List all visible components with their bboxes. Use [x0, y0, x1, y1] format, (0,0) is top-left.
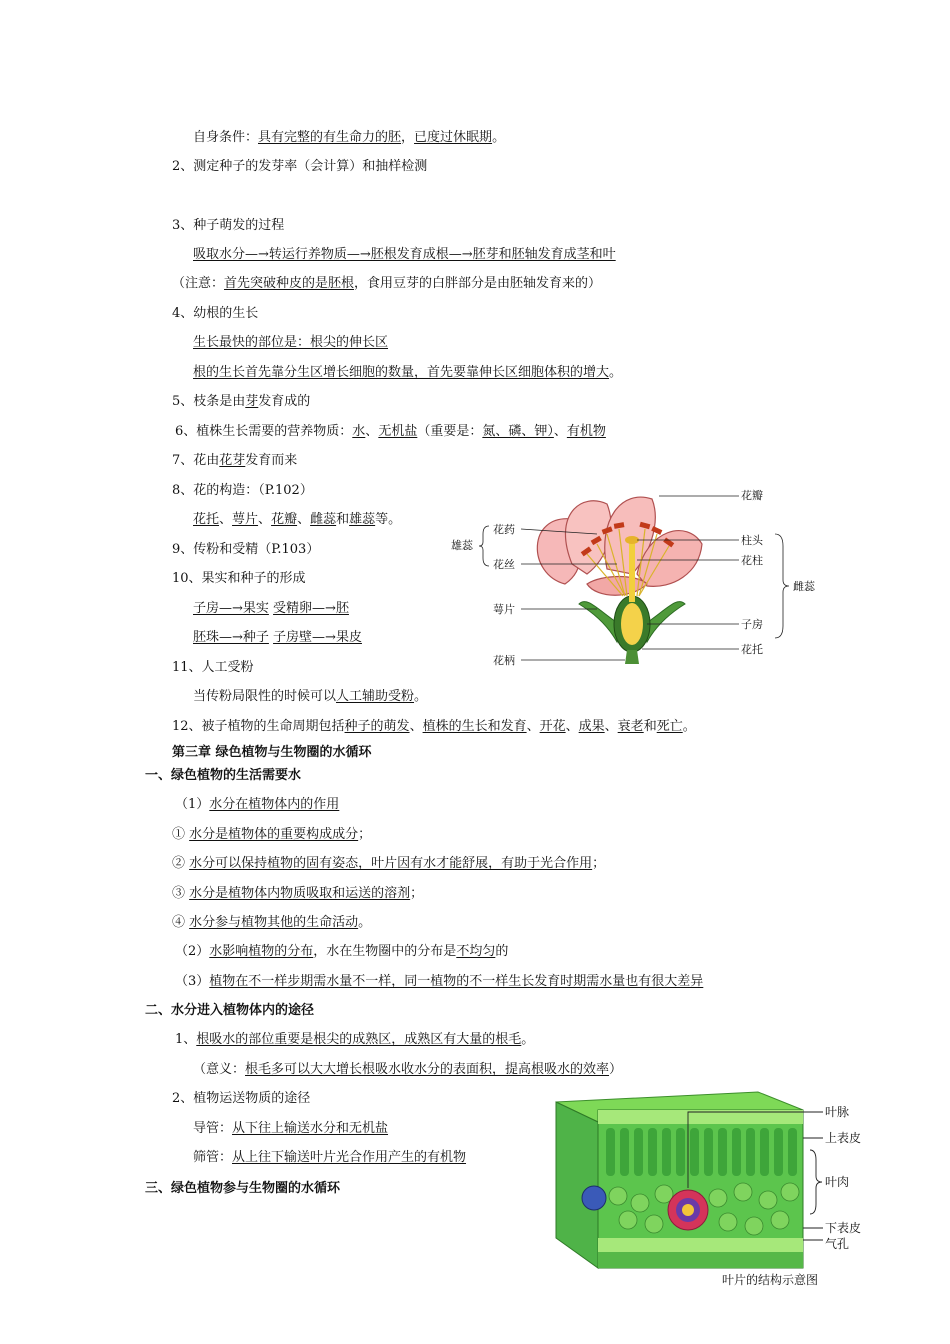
line-water-need: （3）植物在不一样步期需水量不一样，同一植物的不一样生长发育时期需水量也有很大差异 — [175, 974, 704, 989]
section-2-heading: 二、水分进入植物体内的途径 — [145, 1003, 315, 1018]
line-note-radicle: （注意：首先突破种皮的是胚根，食用豆芽的白胖部分是由胚轴发育来的） — [172, 276, 602, 291]
lower-epidermis-layer — [598, 1238, 803, 1252]
label-mesophyll: 叶肉 — [825, 1175, 850, 1189]
stigma-shape — [625, 536, 639, 544]
style-shape — [629, 542, 635, 602]
line-process-steps: 吸取水分—→转运行养物质—→胚根发育成根—→胚芽和胚轴发育成茎和叶 — [193, 247, 616, 262]
label-vein: 叶脉 — [825, 1105, 850, 1119]
line-vessel: 导管：从下往上输送水分和无机盐 — [193, 1121, 389, 1136]
line-pollination: 9、传粉和受精（P.103） — [172, 542, 320, 557]
label-petal: 花瓣 — [741, 489, 763, 502]
line-transport-route: 2、植物运送物质的途径 — [172, 1091, 311, 1106]
line-fruit-seed: 10、果实和种子的形成 — [172, 571, 306, 586]
label-ovary: 子房 — [741, 618, 763, 631]
line-ovary-fruit: 子房—→果实 受精卵—→胚 — [193, 601, 349, 616]
label-pistil: 雌蕊 — [793, 580, 815, 593]
line-nutrients: 6、植株生长需要的营养物质：水、无机盐（重要是：氮、磷、钾）、有机物 — [175, 424, 606, 439]
label-receptacle: 花托 — [741, 643, 763, 656]
line-sieve-tube: 筛管：从上往下输送叶片光合作用产生的有机物 — [193, 1150, 467, 1165]
line-life-cycle: 12、被子植物的生命周期包括种子的萌发、植株的生长和发育、开花、成果、衰老和死亡。 — [172, 719, 696, 734]
label-stigma: 柱头 — [741, 534, 763, 547]
line-flower-parts: 花托、萼片、花瓣、雌蕊和雄蕊等。 — [193, 512, 402, 527]
line-branch: 5、枝条是由芽发育成的 — [172, 394, 311, 409]
line-water-3: ③ 水分是植物体内物质吸取和运送的溶剂； — [172, 886, 424, 901]
line-water-4: ④ 水分参与植物其他的生命活动。 — [172, 915, 372, 930]
label-stamen: 雄蕊 — [451, 539, 473, 552]
label-style: 花柱 — [741, 554, 763, 567]
label-lower-epidermis: 下表皮 — [825, 1221, 862, 1235]
label-anther: 花药 — [493, 523, 515, 536]
leaf-structure-diagram — [548, 1088, 873, 1293]
line-fastest-part: 生长最快的部位是：根尖的伸长区 — [193, 335, 389, 350]
line-water-2: ② 水分可以保持植物的固有姿态，叶片因有水才能舒展，有助于光合作用； — [172, 856, 606, 871]
line-water-distribution: （2）水影响植物的分布，水在生物圈中的分布是不均匀的 — [175, 944, 509, 959]
line-water-role: （1）水分在植物体内的作用 — [175, 797, 340, 812]
leaf-figure-caption: 叶片的结构示意图 — [722, 1273, 819, 1287]
line-ovule-seed: 胚珠—→种子 子房壁—→果皮 — [193, 630, 362, 645]
leaf-front-face — [556, 1102, 598, 1268]
line-root-growth-detail: 根的生长首先靠分生区增长细胞的数量，首先要靠伸长区细胞体积的增大。 — [193, 365, 623, 380]
section-1-heading: 一、绿色植物的生活需要水 — [145, 768, 302, 783]
line-root-absorb: 1、根吸水的部位重要是根尖的成熟区，成熟区有大量的根毛。 — [175, 1032, 535, 1047]
line-flower-origin: 7、花由花芽发育而来 — [172, 453, 298, 468]
flower-structure-diagram — [447, 474, 842, 674]
label-upper-epidermis: 上表皮 — [825, 1131, 862, 1145]
line-germination-rate: 2、测定种子的发芽率（会计算）和抽样检测 — [172, 159, 428, 174]
line-root-hair-meaning: （意义：根毛多可以大大增长根吸水收水分的表面积，提高根吸水的效率） — [193, 1062, 623, 1077]
section-3-heading: 三、绿色植物参与生物圈的水循环 — [145, 1181, 341, 1196]
pedicel-shape — [625, 650, 639, 664]
line-root-growth: 4、幼根的生长 — [172, 306, 259, 321]
label-pedicel: 花柄 — [493, 654, 515, 667]
line-self-condition: 自身条件：具有完整的有生命力的胚，已度过休眠期。 — [193, 130, 506, 145]
line-germination-process: 3、种子萌发的过程 — [172, 218, 285, 233]
line-artificial-pollination: 11、人工受粉 — [172, 660, 254, 675]
label-sepal: 萼片 — [493, 603, 515, 616]
line-flower-structure: 8、花的构造：（P.102） — [172, 483, 313, 498]
label-stoma: 气孔 — [825, 1237, 850, 1251]
line-water-1: ① 水分是植物体的重要构成成分； — [172, 827, 372, 842]
label-filament: 花丝 — [493, 558, 515, 571]
chapter-3-title: 第三章 绿色植物与生物圈的水循环 — [172, 745, 372, 760]
line-artificial-detail: 当传粉局限性的时候可以人工辅助受粉。 — [193, 689, 428, 704]
